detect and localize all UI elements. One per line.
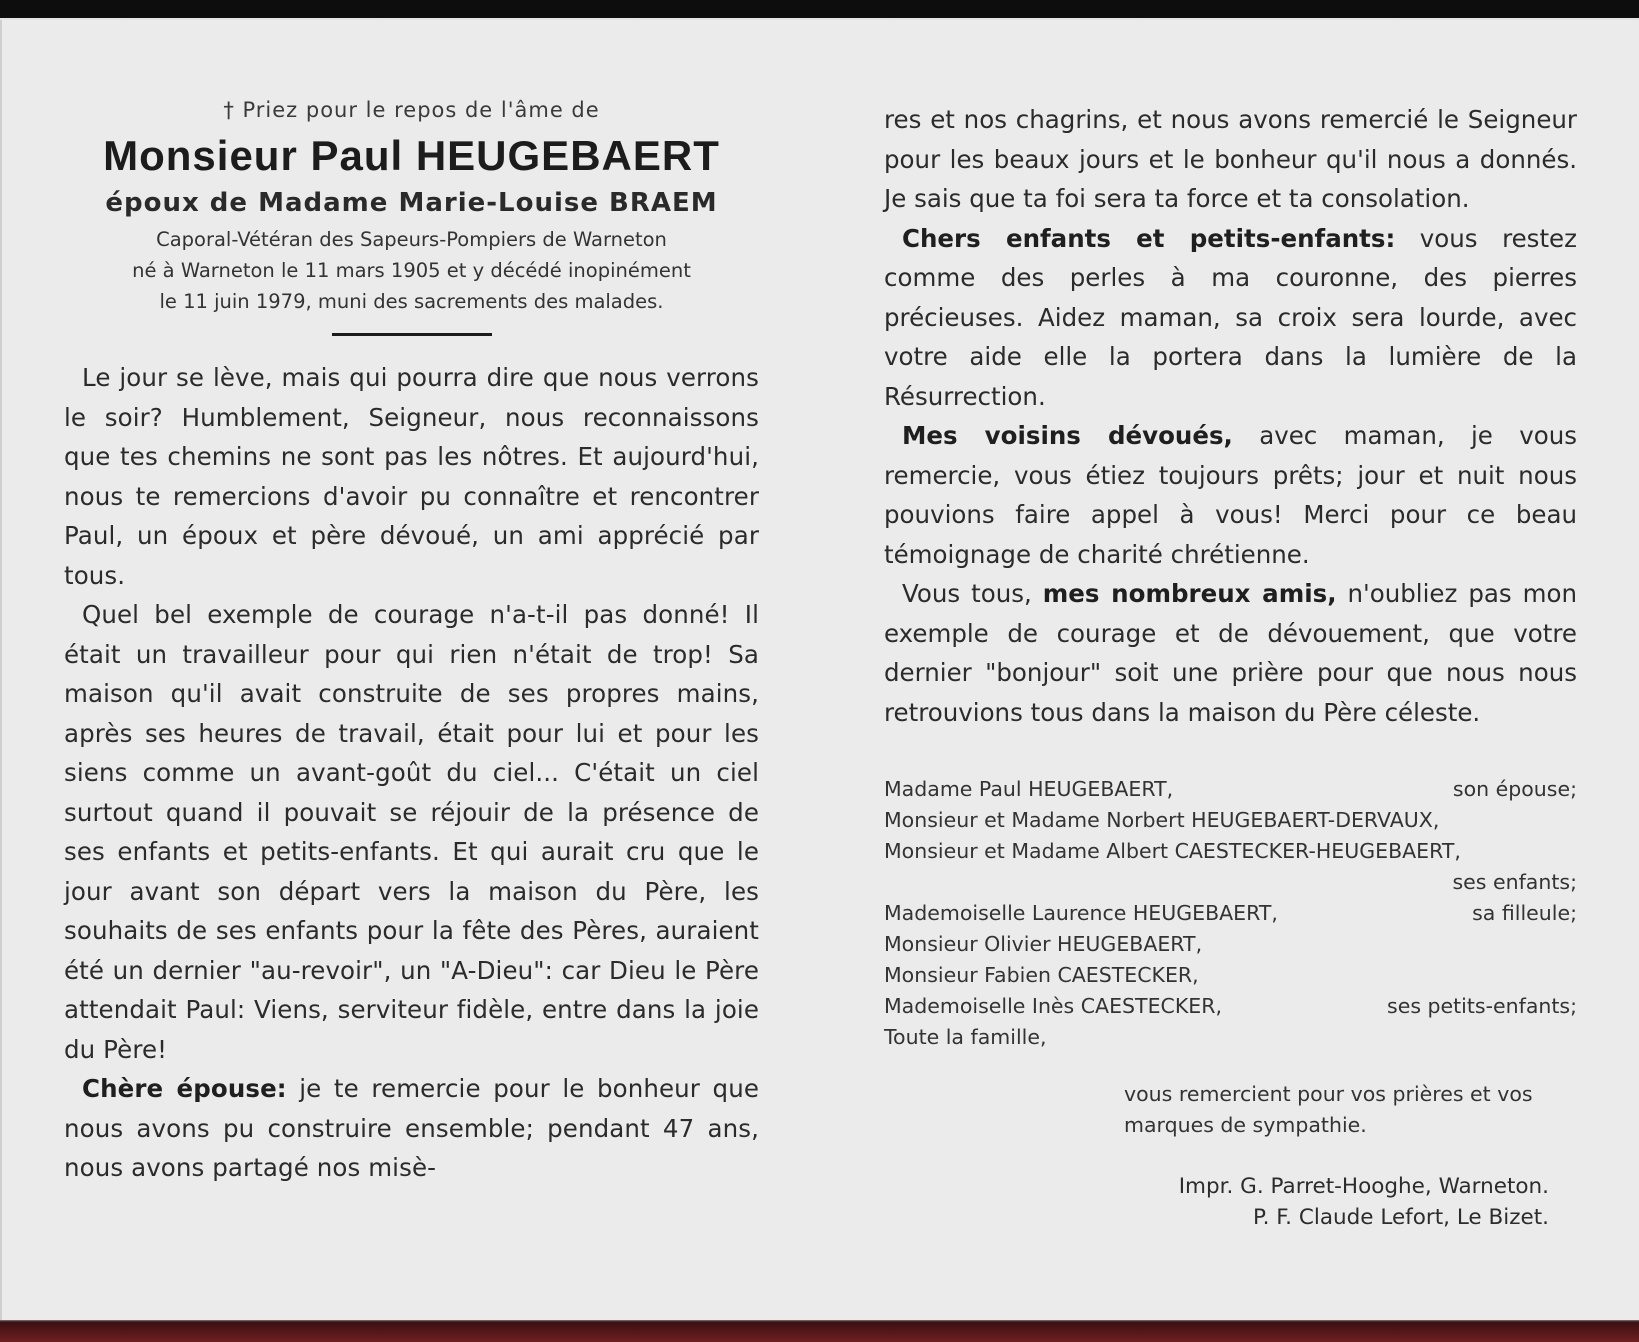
paragraph-text: vous restez comme des perles à ma couronne, des pierres précieuses. Aidez maman, sa croix sera lourde, avec votre aide elle la portera dans la lumière de la Résurrection. bbox=[884, 223, 1577, 411]
paragraph-text: res et nos chagrins, et nous avons remercié le Seigneur pour les beaux jours et le bonheur qu'il nous a donnés. Je sais que ta foi sera ta force et ta consolation. bbox=[884, 105, 1577, 213]
paragraph bbox=[884, 219, 1577, 417]
memorial-card bbox=[0, 20, 1639, 1320]
paragraph bbox=[884, 574, 1577, 732]
biography bbox=[64, 224, 759, 317]
left-column bbox=[64, 20, 759, 1188]
family-member: Toute la famille, bbox=[884, 1025, 1047, 1049]
paragraph-lead: mes nombreux amis, bbox=[1042, 579, 1337, 608]
deceased-name: Monsieur Paul HEUGEBAERT bbox=[103, 132, 720, 179]
paragraph-prefix: Vous tous, bbox=[902, 579, 1043, 608]
family-row bbox=[884, 898, 1577, 929]
family-member: Mademoiselle Inès CAESTECKER, bbox=[884, 994, 1222, 1018]
paragraph bbox=[64, 358, 759, 595]
thanks-line: vous remercient pour vos prières et vos bbox=[1124, 1082, 1533, 1106]
family-role: ses enfants; bbox=[1452, 870, 1577, 894]
family-member: Monsieur et Madame Norbert HEUGEBAERT-DERVAUX, bbox=[884, 808, 1440, 832]
family-member: Madame Paul HEUGEBAERT, bbox=[884, 777, 1174, 801]
card-header bbox=[64, 98, 759, 336]
paragraph-lead: Chers enfants et petits-enfants: bbox=[902, 223, 1396, 253]
paragraph bbox=[884, 416, 1577, 574]
paragraph-text: Quel bel exemple de courage n'a-t-il pas donné! Il était un travailleur pour qui rien n'était de trop! Sa maison qu'il avait construite de ses propres mains, après ses heures de travail, était pour lui et pour les siens comme un avant-goût du ciel... C'était un ciel surtout quand il pouvait se réjouir de la présence de ses enfants et petits-enfants. Et qui aurait cru que le jour avant son départ vers la maison du Père, les souhaits de ses enfants pour la fête des Pères, auraient été un dernier "au-revoir", un "A-Dieu": car Dieu le Père attendait Paul: Viens, serviteur fidèle, entre dans la joie du Père! bbox=[64, 600, 759, 1064]
spouse-line: époux de Madame Marie-Louise BRAEM bbox=[105, 188, 718, 218]
paragraph-lead: Chère épouse: bbox=[82, 1074, 287, 1103]
paragraph-text: Le jour se lève, mais qui pourra dire que nous verrons le soir? Humblement, Seigneur, nous reconnaissons que tes chemins ne sont pas les nôtres. Et aujourd'hui, nous te remercions d'avoir pu connaître et rencontrer Paul, un époux et père dévoué, un ami apprécié par tous. bbox=[64, 363, 759, 590]
paragraph-text: n'oubliez pas mon exemple de courage et de dévouement, que votre dernier "bonjour" soit une prière pour que nous nous retrouvions tous dans la maison du Père céleste. bbox=[884, 579, 1577, 727]
right-column bbox=[884, 20, 1577, 1233]
family-list bbox=[884, 774, 1577, 1053]
divider-line bbox=[332, 333, 492, 336]
family-row bbox=[884, 774, 1577, 805]
printer-credit bbox=[884, 1171, 1577, 1233]
paragraph-text: avec maman, je vous remercie, vous étiez toujours prêts; jour et nuit nous pouvions faire appel à vous! Merci pour ce beau témoignage de charité chrétienne. bbox=[884, 421, 1577, 569]
prayer-line: † Priez pour le repos de l'âme de bbox=[223, 98, 600, 122]
family-role: ses petits-enfants; bbox=[1387, 994, 1577, 1018]
death-line: le 11 juin 1979, muni des sacrements des malades. bbox=[159, 290, 664, 313]
printer-line: Impr. G. Parret-Hooghe, Warneton. bbox=[1178, 1174, 1549, 1199]
funeral-director-line: P. F. Claude Lefort, Le Bizet. bbox=[1252, 1205, 1549, 1230]
paragraph-lead: Mes voisins dévoués, bbox=[902, 421, 1233, 450]
right-text bbox=[884, 100, 1577, 732]
paragraph bbox=[884, 100, 1577, 219]
rank-line: Caporal-Vétéran des Sapeurs-Pompiers de Warneton bbox=[156, 228, 667, 251]
family-role: son épouse; bbox=[1452, 777, 1577, 801]
family-member: Monsieur et Madame Albert CAESTECKER-HEUGEBAERT, bbox=[884, 839, 1461, 863]
family-role: sa filleule; bbox=[1472, 901, 1577, 925]
thanks-note bbox=[1124, 1079, 1577, 1141]
family-member: Mademoiselle Laurence HEUGEBAERT, bbox=[884, 901, 1278, 925]
family-member: Monsieur Fabien CAESTECKER, bbox=[884, 963, 1199, 987]
left-text bbox=[64, 358, 759, 1188]
thanks-line: marques de sympathie. bbox=[1124, 1113, 1367, 1137]
paragraph-text: je te remercie pour le bonheur que nous avons pu construire ensemble; pendant 47 ans, nous avons partagé nos misè- bbox=[64, 1074, 759, 1182]
paragraph bbox=[64, 595, 759, 1069]
paragraph bbox=[64, 1069, 759, 1188]
family-row bbox=[884, 991, 1577, 1022]
birth-line: né à Warneton le 11 mars 1905 et y décédé inopinément bbox=[132, 259, 691, 282]
family-member: Monsieur Olivier HEUGEBAERT, bbox=[884, 932, 1203, 956]
